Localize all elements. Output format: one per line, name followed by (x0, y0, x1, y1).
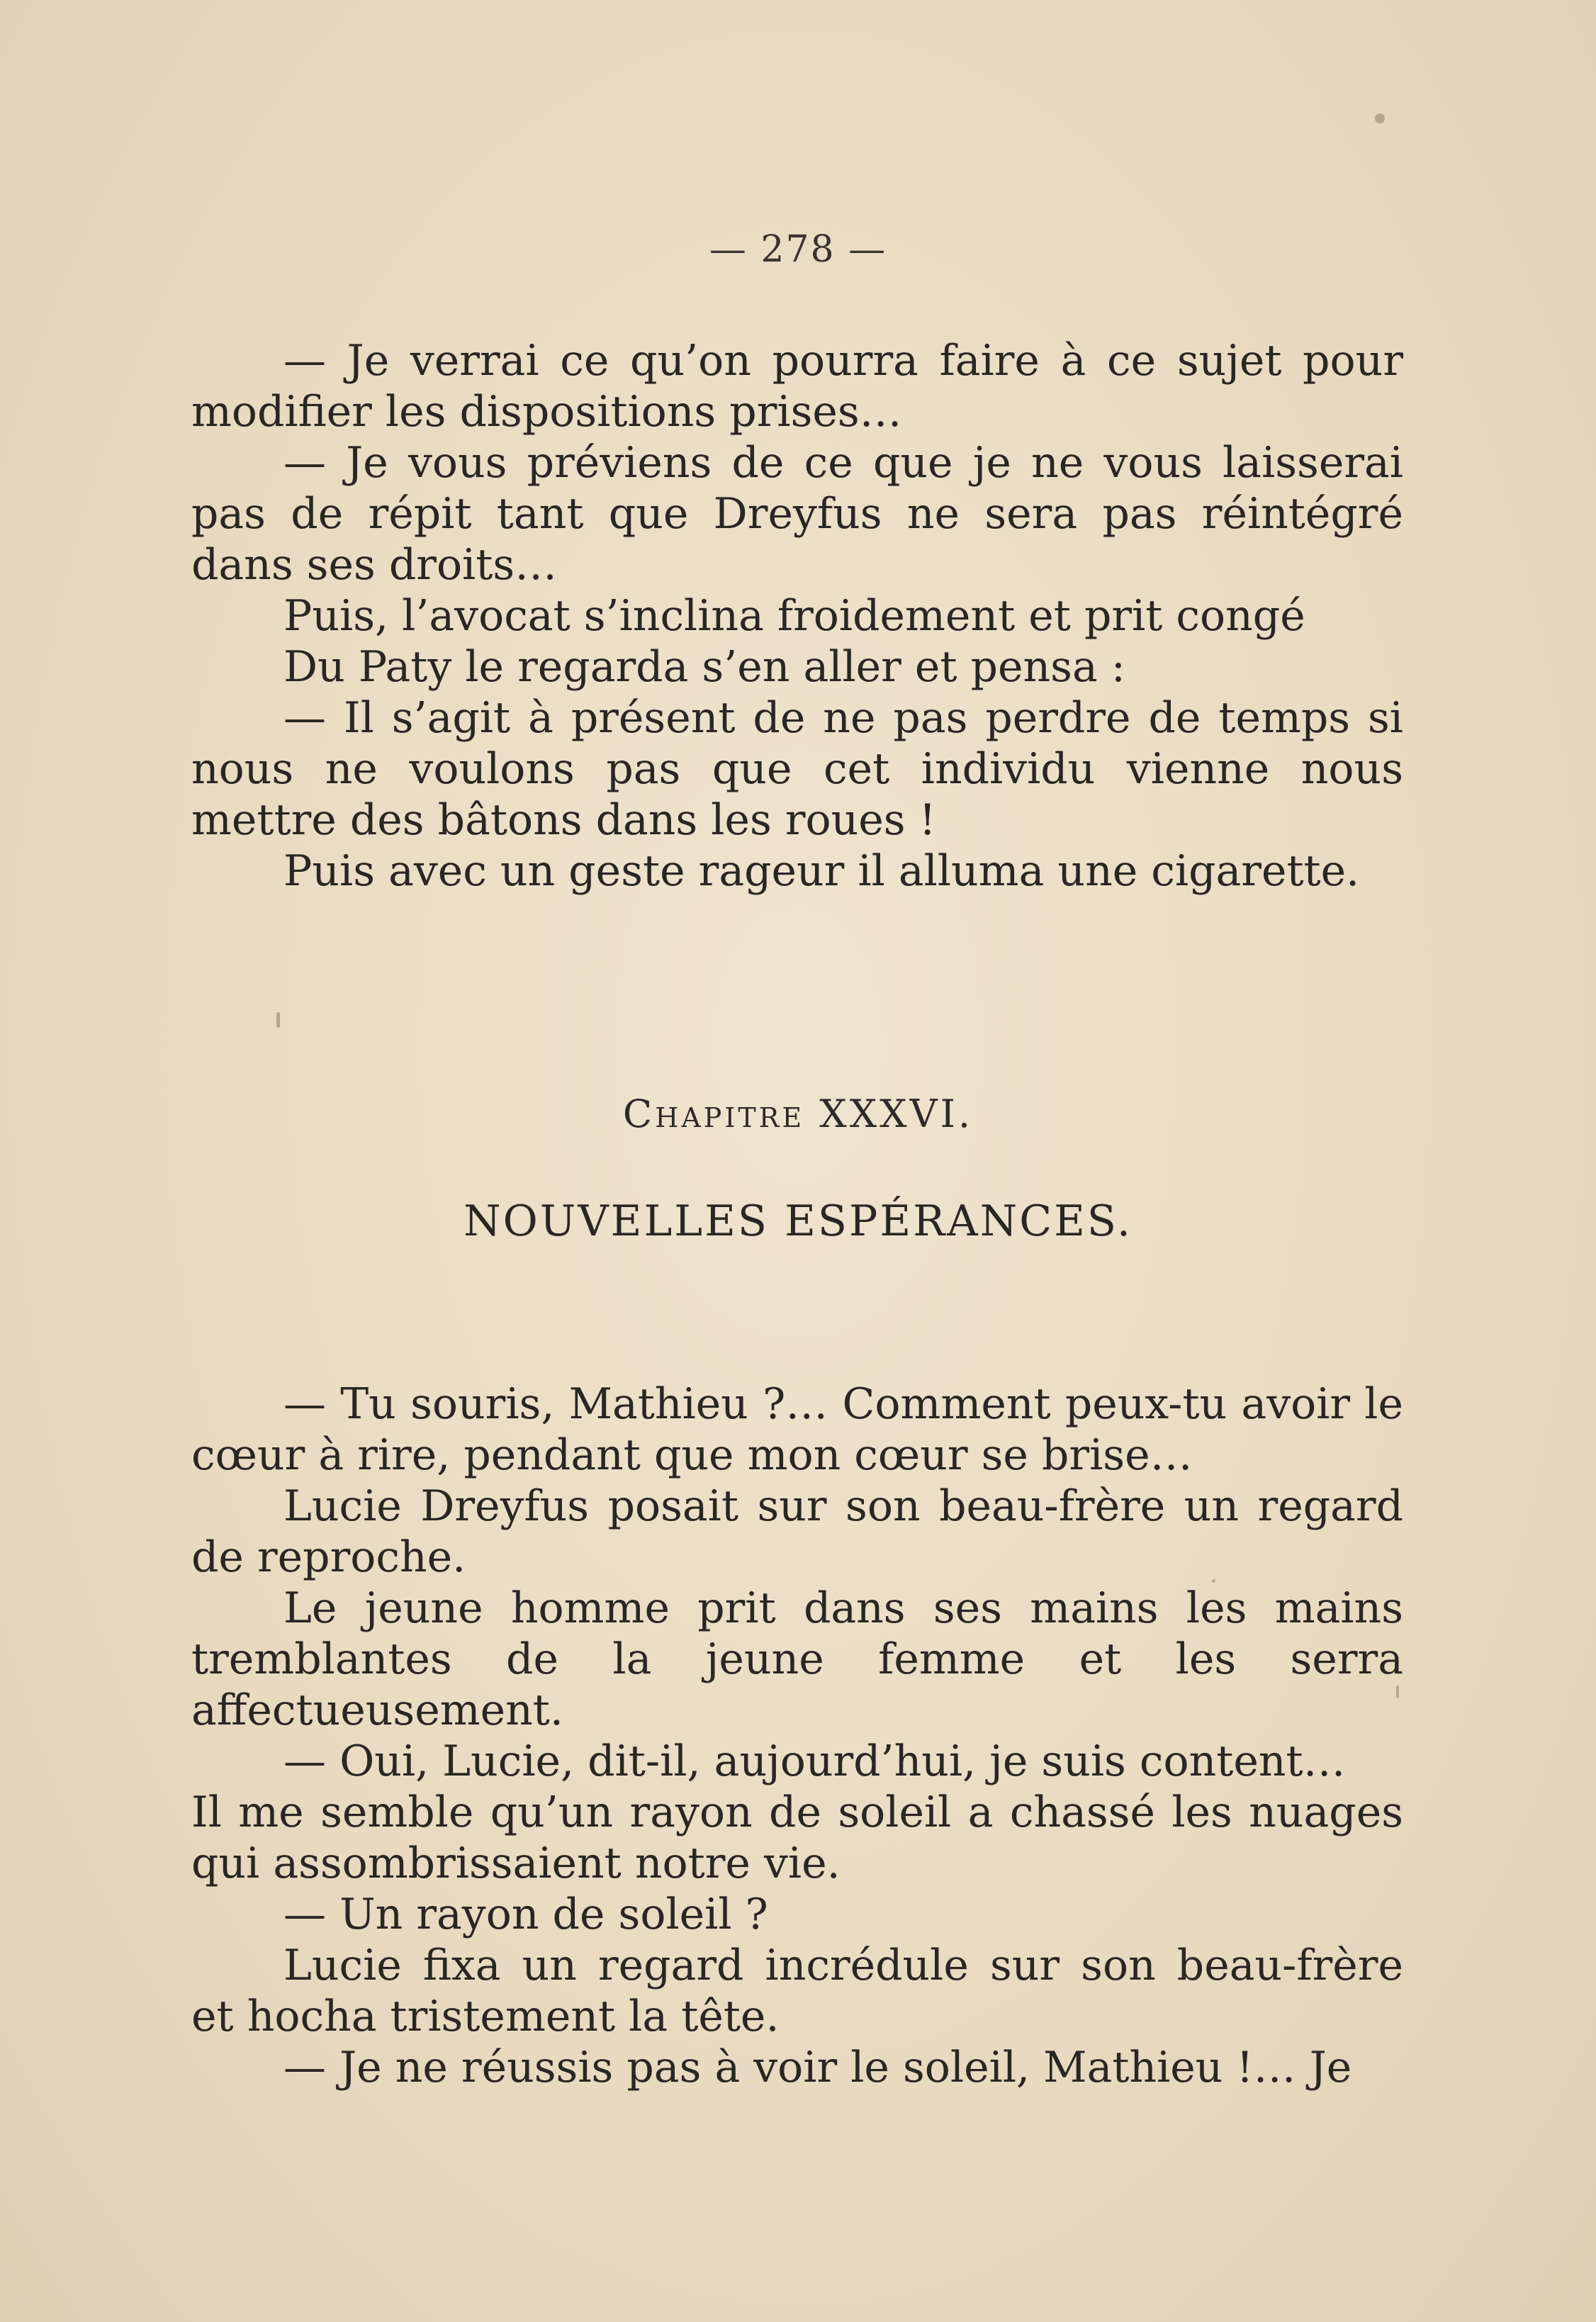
passage-top (191, 335, 1403, 897)
paper-speck (276, 1012, 280, 1028)
paragraph: Il me semble qu’un rayon de soleil a chassé les nuages qui assombrissaient notre vie. (191, 1788, 1403, 1888)
paper-speck (1375, 113, 1385, 123)
paper-speck (1212, 1579, 1215, 1583)
paragraph: Du Paty le regarda s’en aller et pensa : (283, 642, 1126, 692)
paragraph: — Oui, Lucie, dit-il, aujourd’hui, je suis content… (283, 1737, 1346, 1786)
chapter-heading (0, 1092, 1596, 1136)
paragraph: — Il s’agit à présent de ne pas perdre de temps si nous ne voulons pas que cet individu vienne nous mettre des bâtons dans les roues ! (191, 693, 1403, 845)
page-number: — 278 — (709, 228, 887, 271)
paragraph: — Je vous préviens de ce que je ne vous laisserai pas de répit tant que Dreyfus ne sera pas réintégré dans ses droits… (191, 438, 1403, 590)
passage-bottom (191, 1379, 1403, 2093)
paragraph: Le jeune homme prit dans ses mains les mains tremblantes de la jeune femme et les serra affectueusement. (191, 1583, 1403, 1735)
chapter-label: Chapitre (622, 1092, 805, 1136)
paragraph: Puis, l’avocat s’inclina froidement et prit congé (283, 591, 1305, 641)
paragraph: Puis avec un geste rageur il alluma une cigarette. (283, 846, 1360, 896)
paragraph: — Je ne réussis pas à voir le soleil, Mathieu !… Je (283, 2043, 1352, 2092)
paper-speck (1396, 1686, 1399, 1698)
paragraph: — Un rayon de soleil ? (283, 1890, 768, 1939)
paragraph: Lucie Dreyfus posait sur son beau-frère un regard de reproche. (191, 1481, 1403, 1582)
chapter-number: XXXVI. (819, 1092, 974, 1136)
paragraph: — Tu souris, Mathieu ?… Comment peux-tu avoir le cœur à rire, pendant que mon cœur se brise… (191, 1379, 1403, 1480)
paragraph: — Je verrai ce qu’on pourra faire à ce sujet pour modifier les dispositions prises… (191, 336, 1403, 437)
chapter-title: NOUVELLES ESPÉRANCES. (463, 1196, 1133, 1246)
paragraph: Lucie fixa un regard incrédule sur son beau-frère et hocha tristement la tête. (191, 1941, 1403, 2041)
